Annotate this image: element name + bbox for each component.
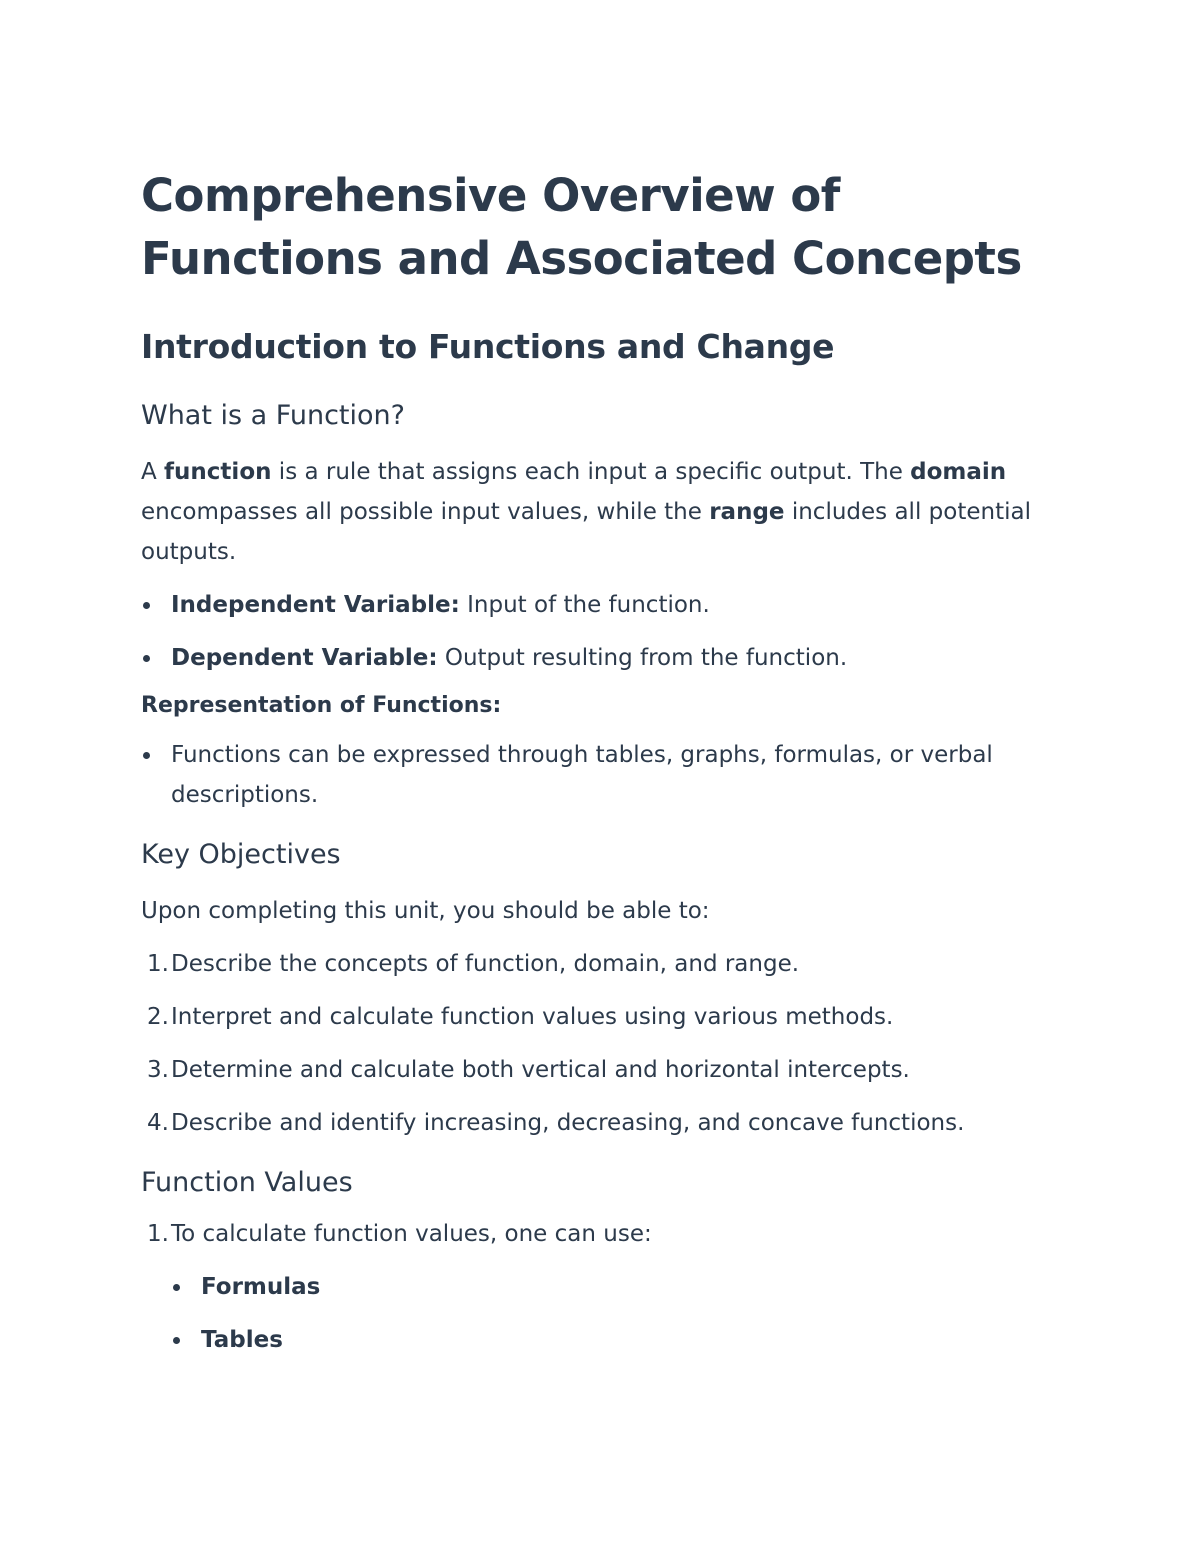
text-run: A (141, 459, 165, 485)
list-item-text: To calculate function values, one can use: (171, 1221, 652, 1247)
list-number: 1. (147, 1221, 169, 1247)
representation-list (141, 735, 1061, 815)
function-values-list (141, 1214, 1061, 1360)
list-item: Tables (171, 1320, 1061, 1360)
list-item-text: Describe and identify increasing, decreasing, and concave functions. (171, 1110, 965, 1136)
document-page (141, 164, 1061, 1360)
list-item: Formulas (171, 1267, 1061, 1307)
list-item (141, 1050, 1061, 1090)
text-run: encompasses all possible input values, while the (141, 499, 710, 525)
list-item (141, 1103, 1061, 1143)
list-number: 1. (147, 951, 169, 977)
subheading-key-objectives: Key Objectives (141, 839, 341, 870)
list-number: 2. (147, 1004, 169, 1030)
list-item (141, 585, 1061, 625)
list-item-text: Interpret and calculate function values using various methods. (171, 1004, 894, 1030)
definition-paragraph (141, 452, 1061, 572)
term-domain: domain (910, 459, 1007, 485)
objectives-list (141, 944, 1061, 1143)
list-number: 3. (147, 1057, 169, 1083)
term-dependent-variable: Dependent Variable: (171, 645, 438, 671)
term-independent-variable: Independent Variable: (171, 592, 460, 618)
list-item (141, 944, 1061, 984)
list-item (141, 997, 1061, 1037)
list-item (141, 1214, 1061, 1360)
subheading-function-values: Function Values (141, 1167, 353, 1198)
function-values-sublist (171, 1267, 1061, 1360)
list-item-text: Input of the function. (459, 592, 710, 618)
representation-label: Representation of Functions: (141, 693, 502, 718)
term-function: function (164, 459, 272, 485)
section-heading: Introduction to Functions and Change (141, 327, 835, 366)
objectives-intro: Upon completing this unit, you should be able to: (141, 898, 710, 924)
variables-list (141, 585, 1061, 678)
document-title: Comprehensive Overview of Functions and Associated Concepts (141, 169, 1022, 285)
list-item-text: Determine and calculate both vertical and horizontal intercepts. (171, 1057, 910, 1083)
term-range: range (709, 499, 785, 525)
list-item-text: Describe the concepts of function, domain, and range. (171, 951, 800, 977)
text-run: is a rule that assigns each input a specific output. The (271, 459, 911, 485)
list-number: 4. (147, 1110, 169, 1136)
list-item: Functions can be expressed through tables, graphs, formulas, or verbal descriptions. (141, 735, 1061, 815)
text-run: includes all potential outputs. (141, 499, 1031, 565)
subheading-what-is-function: What is a Function? (141, 400, 405, 431)
list-item (141, 638, 1061, 678)
list-item-text: Output resulting from the function. (437, 645, 848, 671)
